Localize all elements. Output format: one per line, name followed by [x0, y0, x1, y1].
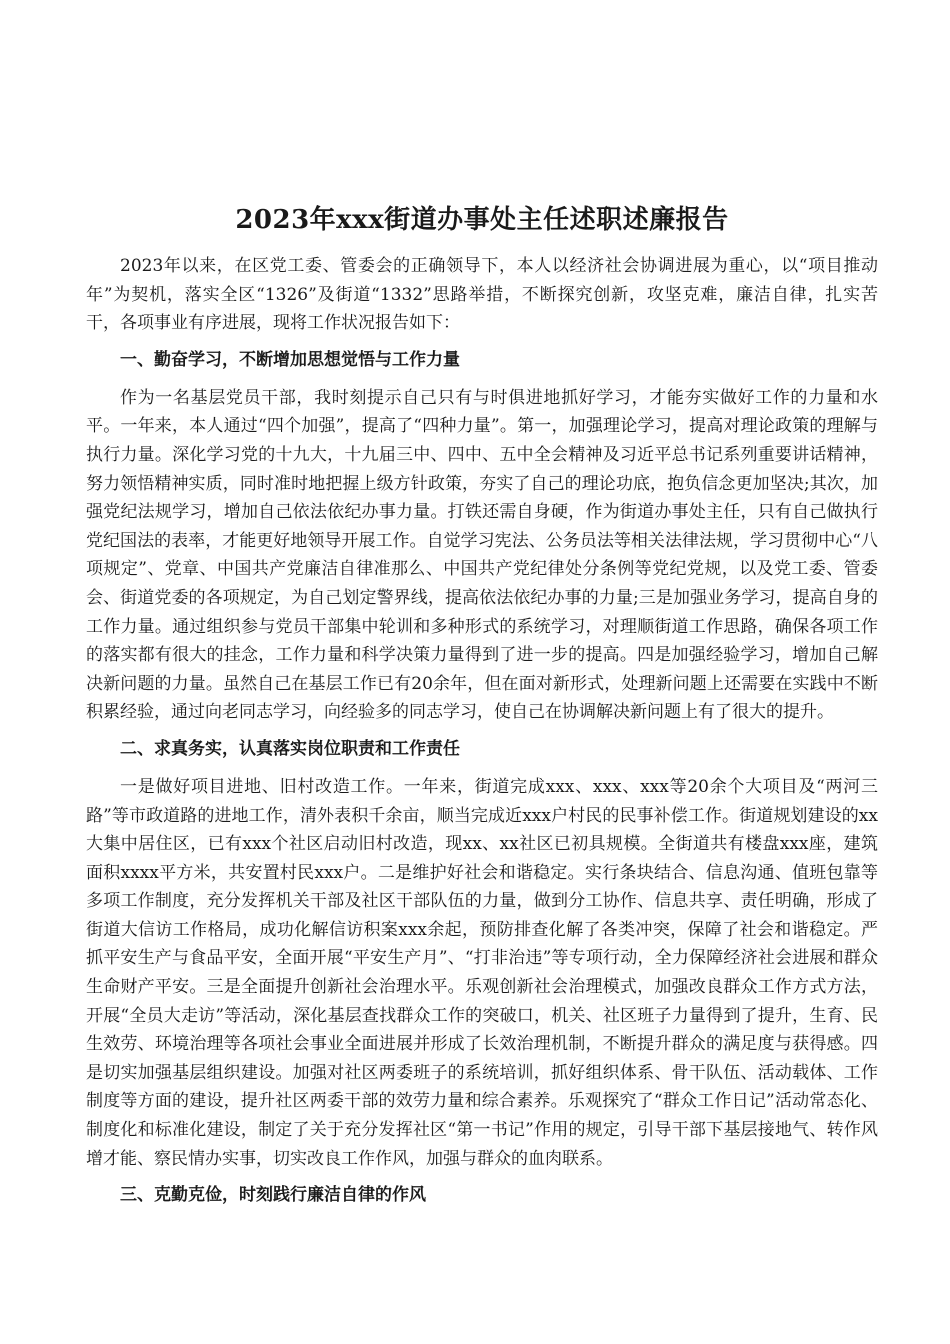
- document-page: [86, 200, 878, 1219]
- section-1-heading: 一、勤奋学习，不断增加思想觉悟与工作力量: [120, 349, 460, 370]
- section-3-heading: 三、克勤克俭，时刻践行廉洁自律的作风: [120, 1185, 426, 1206]
- document-title: 2023年xxx街道办事处主任述职述廉报告: [235, 205, 729, 235]
- intro-paragraph: 2023年以来，在区党工委、管委会的正确领导下，本人以经济社会协调进展为重心，以“项目推动年”为契机，落实全区“1326”及街道“1332”思路举措，不断探究创新，攻坚克难，廉洁自律，扎实苦干，各项事业有序进展，现将工作状况报告如下：: [86, 256, 878, 334]
- section-2-heading: 二、求真务实，认真落实岗位职责和工作责任: [120, 738, 460, 759]
- section-2-body: 一是做好项目进地、旧村改造工作。一年来，街道完成xxx、xxx、xxx等20余个大项目及“两河三路”等市政道路的进地工作，清外表积千余亩，顺当完成近xxx户村民的民事补偿工作。街道规划建设的xx大集中居住区，已有xxx个社区启动旧村改造，现xx、xx社区已初具规模。全街道共有楼盘xxx座，建筑面积xxxx平方米，共安置村民xxx户。二是维护好社会和谐稳定。实行条块结合、信息沟通、值班包靠等多项工作制度，充分发挥机关干部及社区干部队伍的力量，做到分工协作、信息共享、责任明确，形成了街道大信访工作格局，成功化解信访积案xxx余起，预防排查化解了各类冲突，保障了社会和谐稳定。严抓平安生产与食品平安，全面开展“平安生产月”、“打非治违”等专项行动，全力保障经济社会进展和群众生命财产平安。三是全面提升创新社会治理水平。乐观创新社会治理模式，加强改良群众工作方式方法，开展“全员大走访”等活动，深化基层查找群众工作的突破口，机关、社区班子力量得到了提升，生育、民生效劳、环境治理等各项社会事业全面进展并形成了长效治理机制，不断提升群众的满足度与获得感。四是切实加强基层组织建设。加强对社区两委班子的系统培训，抓好组织体系、骨干队伍、活动载体、工作制度等方面的建设，提升社区两委干部的效劳力量和综合素养。乐观探究了“群众工作日记”活动常态化、制度化和标准化建设，制定了关于充分发挥社区“第一书记”作用的规定，引导干部下基层接地气、转作风增才能、察民情办实事，切实改良工作作风，加强与群众的血肉联系。: [86, 776, 878, 1169]
- section-1-body: 作为一名基层党员干部，我时刻提示自己只有与时俱进地抓好学习，才能夯实做好工作的力量和水平。一年来，本人通过“四个加强”，提高了“四种力量”。第一，加强理论学习，提高对理论政策的理解与执行力量。深化学习党的十九大，十九届三中、四中、五中全会精神及习近平总书记系列重要讲话精神，努力领悟精神实质，同时准时地把握上级方针政策，夯实了自己的理论功底，抱负信念更加坚决;其次，加强党纪法规学习，增加自己依法依纪办事力量。打铁还需自身硬，作为街道办事处主任，只有自己做执行党纪国法的表率，才能更好地领导开展工作。自觉学习宪法、公务员法等相关法律法规，学习贯彻中心“八项规定”、党章、中国共产党廉洁自律准那么、中国共产党纪律处分条例等党纪党规，以及党工委、管委会、街道党委的各项规定，为自己划定警界线，提高依法依纪办事的力量;三是加强业务学习，提高自身的工作力量。通过组织参与党员干部集中轮训和多种形式的系统学习，对理顺街道工作思路，确保各项工作的落实都有很大的挂念，工作力量和科学决策力量得到了进一步的提高。四是加强经验学习，增加自己解决新问题的力量。虽然自己在基层工作已有20余年，但在面对新形式，处理新问题上还需要在实践中不断积累经验，通过向老同志学习，向经验多的同志学习，使自己在协调解决新问题上有了很大的提升。: [86, 387, 878, 723]
